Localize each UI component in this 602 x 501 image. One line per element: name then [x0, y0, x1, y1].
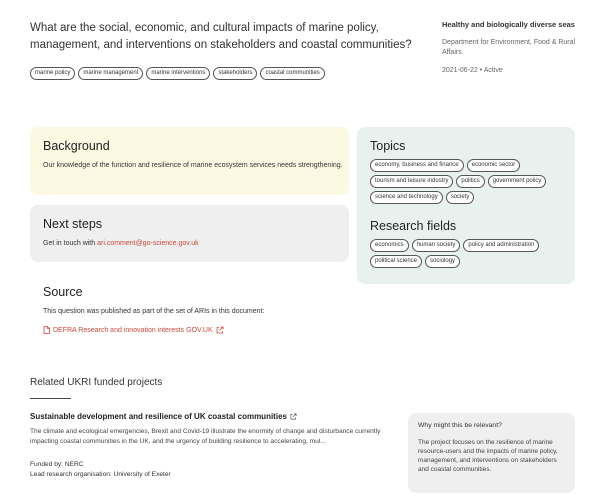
department: Department for Environment, Food & Rural Affairs — [442, 39, 576, 56]
topic-tags — [370, 159, 562, 204]
next-steps-card — [30, 205, 349, 262]
external-link-icon — [290, 413, 297, 420]
area-title: Healthy and biologically diverse seas — [442, 20, 575, 29]
topics-heading: Topics — [370, 139, 406, 153]
funded-by: Funded by: NERC — [30, 461, 84, 468]
topic-tag[interactable]: tourism and leisure industry — [370, 175, 453, 188]
research-fields-heading: Research fields — [370, 219, 457, 233]
background-heading: Background — [43, 139, 110, 153]
relevance-card — [408, 413, 575, 493]
research-field-tags — [370, 239, 562, 268]
next-steps-prefix: Get in touch with — [43, 240, 98, 247]
question-meta — [442, 20, 582, 76]
external-link-icon — [216, 326, 224, 334]
research-field-tag[interactable]: policy and administration — [463, 239, 539, 252]
source-heading: Source — [43, 285, 83, 299]
topic-tag[interactable]: economy, business and finance — [370, 159, 464, 172]
question-tags — [30, 67, 410, 80]
tag-marine-interventions[interactable]: marine interventions — [146, 67, 210, 80]
research-field-tag[interactable]: economics — [370, 239, 409, 252]
tag-marine-policy[interactable]: marine policy — [30, 67, 75, 80]
topic-tag[interactable]: science and technology — [370, 191, 443, 204]
source-document-link[interactable] — [43, 326, 336, 334]
heading-divider — [30, 398, 71, 399]
background-card — [30, 127, 349, 195]
relevance-text: The project focuses on the resilience of marine resource-users and the impacts of marine policy, management, and interventions on stakeholders and coastal communities. — [418, 439, 558, 473]
relevance-heading: Why might this be relevant? — [418, 422, 502, 429]
research-field-tag[interactable]: political science — [370, 255, 422, 268]
topic-tag[interactable]: economic sector — [467, 159, 521, 172]
tag-stakeholders[interactable]: stakeholders — [213, 67, 257, 80]
pdf-icon — [43, 326, 50, 334]
topic-tag[interactable]: politics — [456, 175, 484, 188]
next-steps-text — [43, 239, 336, 249]
project-description: The climate and ecological emergencies, Brexit and Covid-19 illustrate the enormity of change and disturbance currently impacting coastal communities in the UK, and the urgency of building resilience to accelerating, mul... — [30, 428, 381, 445]
lead-organisation: Lead research organisation: University of Exeter — [30, 471, 171, 478]
source-link-label[interactable]: DEFRA Research and innovation interests GOV.UK — [53, 326, 213, 334]
background-text: Our knowledge of the function and resilience of marine ecosystem services needs strengthening. — [43, 162, 343, 169]
tag-marine-management[interactable]: marine management — [78, 67, 143, 80]
topics-card — [357, 127, 575, 284]
topic-tag[interactable]: society — [446, 191, 475, 204]
project-title[interactable]: Sustainable development and resilience of UK coastal communities — [30, 412, 287, 421]
project-title-link[interactable] — [30, 412, 297, 421]
source-section — [30, 285, 349, 337]
page-title: What are the social, economic, and cultural impacts of marine policy, management, and interventions on stakeholders and coastal communities? — [30, 22, 412, 51]
topic-tag[interactable]: government policy — [488, 175, 547, 188]
research-field-tag[interactable]: sociology — [425, 255, 460, 268]
tag-coastal-communities[interactable]: coastal communities — [260, 67, 324, 80]
related-projects-heading: Related UKRI funded projects — [30, 377, 163, 388]
source-text: This question was published as part of the set of ARIs in this document: — [43, 308, 265, 315]
contact-email-link[interactable]: ari.comment@go-science.gov.uk — [97, 240, 199, 247]
date-status: 2021-06-22 • Active — [442, 67, 503, 74]
next-steps-heading: Next steps — [43, 217, 103, 231]
research-field-tag[interactable]: human society — [412, 239, 461, 252]
